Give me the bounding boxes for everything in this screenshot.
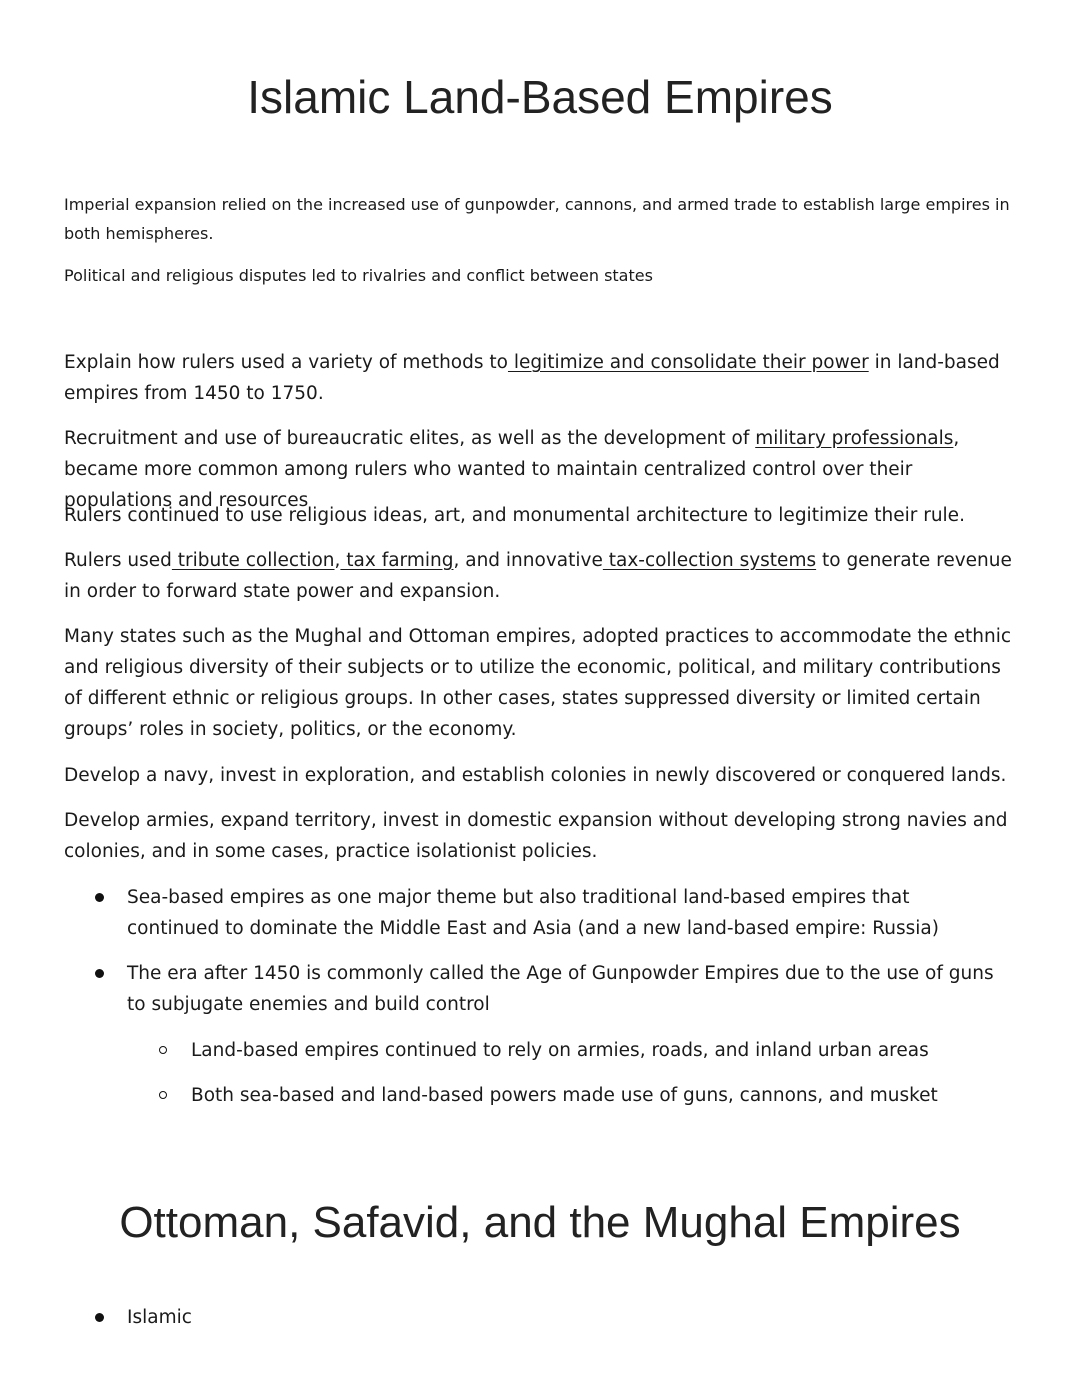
- bullet-text: Islamic: [127, 1307, 192, 1328]
- armies-paragraph: Develop armies, expand territory, invest in domestic expansion without developing strong navies and colonies, and in some cases, practice isolationist policies.: [64, 810, 1008, 862]
- section-title: Ottoman, Safavid, and the Mughal Empires: [119, 1198, 961, 1247]
- tax-farming-link: tax farming: [340, 550, 454, 571]
- explain-paragraph: [64, 347, 1024, 409]
- tribute-collection-link: tribute collection: [171, 550, 335, 571]
- hollow-bullet-icon: [159, 1046, 167, 1054]
- military-professionals-link: military professionals: [755, 428, 954, 449]
- explain-text-post: in land-based empires from 1450 to 1750.: [64, 352, 1000, 404]
- bullet-text: Sea-based empires as one major theme but also traditional land-based empires that continued to dominate the Middle East and Asia (and a new land-based empire: Russia): [127, 887, 939, 939]
- bullet-dot-icon: [95, 969, 104, 978]
- bullet-item: [127, 958, 1007, 1020]
- intro-paragraph-2: Political and religious disputes led to rivalries and conflict between states: [64, 266, 653, 285]
- tribute-text-mid2: , and innovative: [453, 550, 603, 571]
- bullet-item: [127, 1302, 1007, 1333]
- page-title: Islamic Land-Based Empires: [247, 71, 833, 123]
- bullet-text: The era after 1450 is commonly called the Age of Gunpowder Empires due to the use of guns to subjugate enemies and build control: [127, 963, 994, 1015]
- explain-text-pre: Explain how rulers used a variety of methods to: [64, 352, 508, 373]
- bullet-dot-icon: [95, 1313, 104, 1322]
- sub-bullet-item: [191, 1035, 1011, 1066]
- diversity-paragraph: Many states such as the Mughal and Ottoman empires, adopted practices to accommodate the ethnic and religious diversity of their subjects or to utilize the economic, political, and military contributions of different ethnic or religious groups. In other cases, states suppressed diversity or limited certain groups’ roles in society, politics, or the economy.: [64, 626, 1012, 740]
- tribute-text-pre: Rulers used: [64, 550, 172, 571]
- bullet-item: [127, 882, 1007, 944]
- religious-ideas-paragraph: Rulers continued to use religious ideas, art, and monumental architecture to legitimize their rule.: [64, 505, 965, 526]
- recruitment-text-pre: Recruitment and use of bureaucratic elites, as well as the development of: [64, 428, 756, 449]
- hollow-bullet-icon: [159, 1091, 167, 1099]
- tribute-paragraph: [64, 545, 1024, 607]
- intro-paragraph-1: Imperial expansion relied on the increased use of gunpowder, cannons, and armed trade to establish large empires in both hemispheres.: [64, 195, 1010, 243]
- recruitment-text-post: , became more common among rulers who wanted to maintain centralized control over their populations and resources: [64, 428, 960, 511]
- tribute-text-mid1: ,: [334, 550, 341, 571]
- legitimize-power-link: legitimize and consolidate their power: [507, 352, 869, 373]
- bullet-dot-icon: [95, 893, 104, 902]
- navy-paragraph: Develop a navy, invest in exploration, and establish colonies in newly discovered or conquered lands.: [64, 765, 1007, 786]
- sub-bullet-text: Land-based empires continued to rely on armies, roads, and inland urban areas: [191, 1040, 929, 1061]
- tax-collection-systems-link: tax-collection systems: [602, 550, 817, 571]
- sub-bullet-text: Both sea-based and land-based powers made use of guns, cannons, and musket: [191, 1085, 938, 1106]
- tribute-text-post: to generate revenue in order to forward state power and expansion.: [64, 550, 1012, 602]
- sub-bullet-item: [191, 1080, 1011, 1111]
